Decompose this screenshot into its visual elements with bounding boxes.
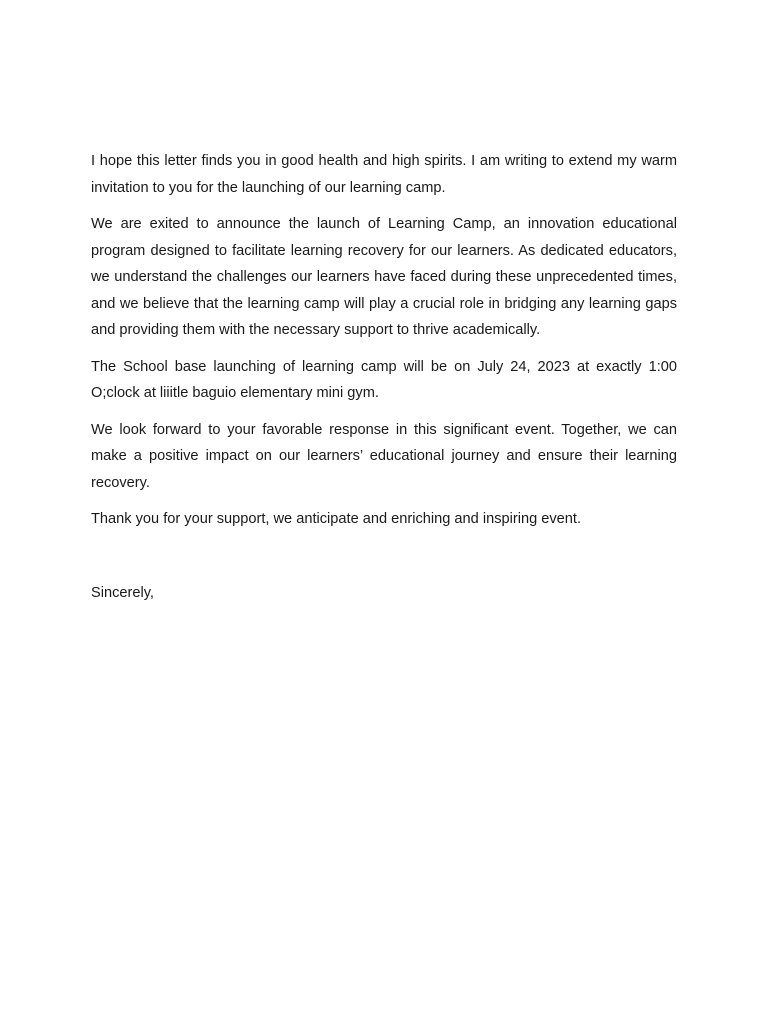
letter-body — [91, 148, 677, 606]
paragraph-response-request: We look forward to your favorable response in this significant event. Together, we can make a positive impact on our learners’ educational journey and ensure their learning recovery. — [91, 421, 677, 491]
paragraph-event-details: The School base launching of learning camp will be on July 24, 2023 at exactly 1:00 O;clock at liiitle baguio elementary mini gym. — [91, 358, 677, 401]
paragraph-greeting: I hope this letter finds you in good health and high spirits. I am writing to extend my warm invitation to you for the launching of our learning camp. — [91, 153, 677, 196]
paragraph-thanks: Thank you for your support, we anticipate and enriching and inspiring event. — [91, 511, 581, 527]
paragraph-announcement: We are exited to announce the launch of Learning Camp, an innovation educational program designed to facilitate learning recovery for our learners. As dedicated educators, we understand the challenges our learners have faced during these unprecedented times, and we believe that the learning camp will play a crucial role in bridging any learning gaps and providing them with the necessary support to thrive academically. — [91, 216, 677, 338]
closing-salutation: Sincerely, — [91, 584, 154, 601]
